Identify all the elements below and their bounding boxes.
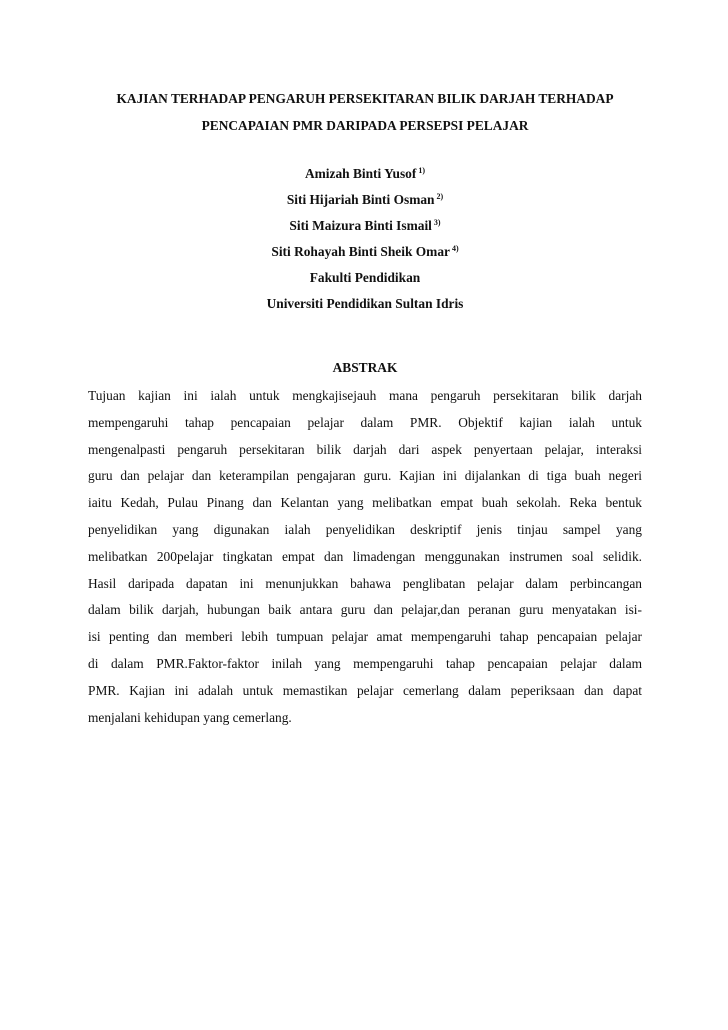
paper-title-line-1: KAJIAN TERHADAP PENGARUH PERSEKITARAN BILIK DARJAH TERHADAP [116, 91, 614, 106]
author-2 [88, 187, 642, 213]
author-mark: 2) [436, 192, 444, 201]
abstract-line: menjalani kehidupan yang cemerlang. [88, 709, 292, 725]
abstract-heading: ABSTRAK [332, 360, 398, 375]
author-3 [88, 213, 642, 239]
author-mark: 4) [451, 244, 459, 253]
abstract-body [88, 383, 642, 731]
author-name: Siti Hijariah Binti Osman [286, 192, 435, 207]
faculty: Fakulti Pendidikan [309, 270, 421, 285]
author-1 [88, 161, 642, 187]
paper-title-line-2: PENCAPAIAN PMR DARIPADA PERSEPSI PELAJAR [201, 118, 529, 133]
abstract-line: guru dan pelajar dan keterampilan pengajaran guru. Kajian ini dijalankan di tiga buah negeri [88, 468, 642, 484]
abstract-line: Hasil daripada dapatan ini menunjukkan bahawa penglibatan pelajar dalam perbincangan [88, 575, 642, 591]
author-4 [88, 239, 642, 265]
university: Universiti Pendidikan Sultan Idris [266, 296, 464, 311]
author-name: Siti Maizura Binti Ismail [289, 218, 432, 233]
abstract-line: mempengaruhi tahap pencapaian pelajar dalam PMR. Objektif kajian ialah untuk [88, 414, 642, 430]
abstract-line: penyelidikan yang digunakan ialah penyelidikan deskriptif jenis tinjau sampel yang [88, 521, 642, 537]
author-mark: 1) [418, 166, 426, 175]
abstract-line: mengenalpasti pengaruh persekitaran bilik darjah dari aspek penyertaan pelajar, interaksi [88, 441, 642, 457]
abstract-line: melibatkan 200pelajar tingkatan empat dan limadengan menggunakan instrumen soal selidik. [88, 548, 642, 564]
author-name: Amizah Binti Yusof [304, 166, 417, 181]
abstract-line: di dalam PMR.Faktor-faktor inilah yang mempengaruhi tahap pencapaian pelajar dalam [88, 655, 642, 671]
author-block [88, 161, 642, 317]
abstract-line: isi penting dan memberi lebih tumpuan pelajar amat mempengaruhi tahap pencapaian pelajar [88, 629, 642, 645]
abstract-line: Tujuan kajian ini ialah untuk mengkajisejauh mana pengaruh persekitaran bilik darjah [88, 388, 642, 403]
abstract-line: iaitu Kedah, Pulau Pinang dan Kelantan yang melibatkan empat buah sekolah. Reka bentuk [88, 495, 642, 511]
abstract-line: PMR. Kajian ini adalah untuk memastikan pelajar cemerlang dalam peperiksaan dan dapat [88, 682, 642, 698]
abstract-line: dalam bilik darjah, hubungan baik antara guru dan pelajar,dan peranan guru menyatakan isi- [88, 602, 642, 618]
author-mark: 3) [433, 218, 441, 227]
author-name: Siti Rohayah Binti Sheik Omar [271, 244, 450, 259]
